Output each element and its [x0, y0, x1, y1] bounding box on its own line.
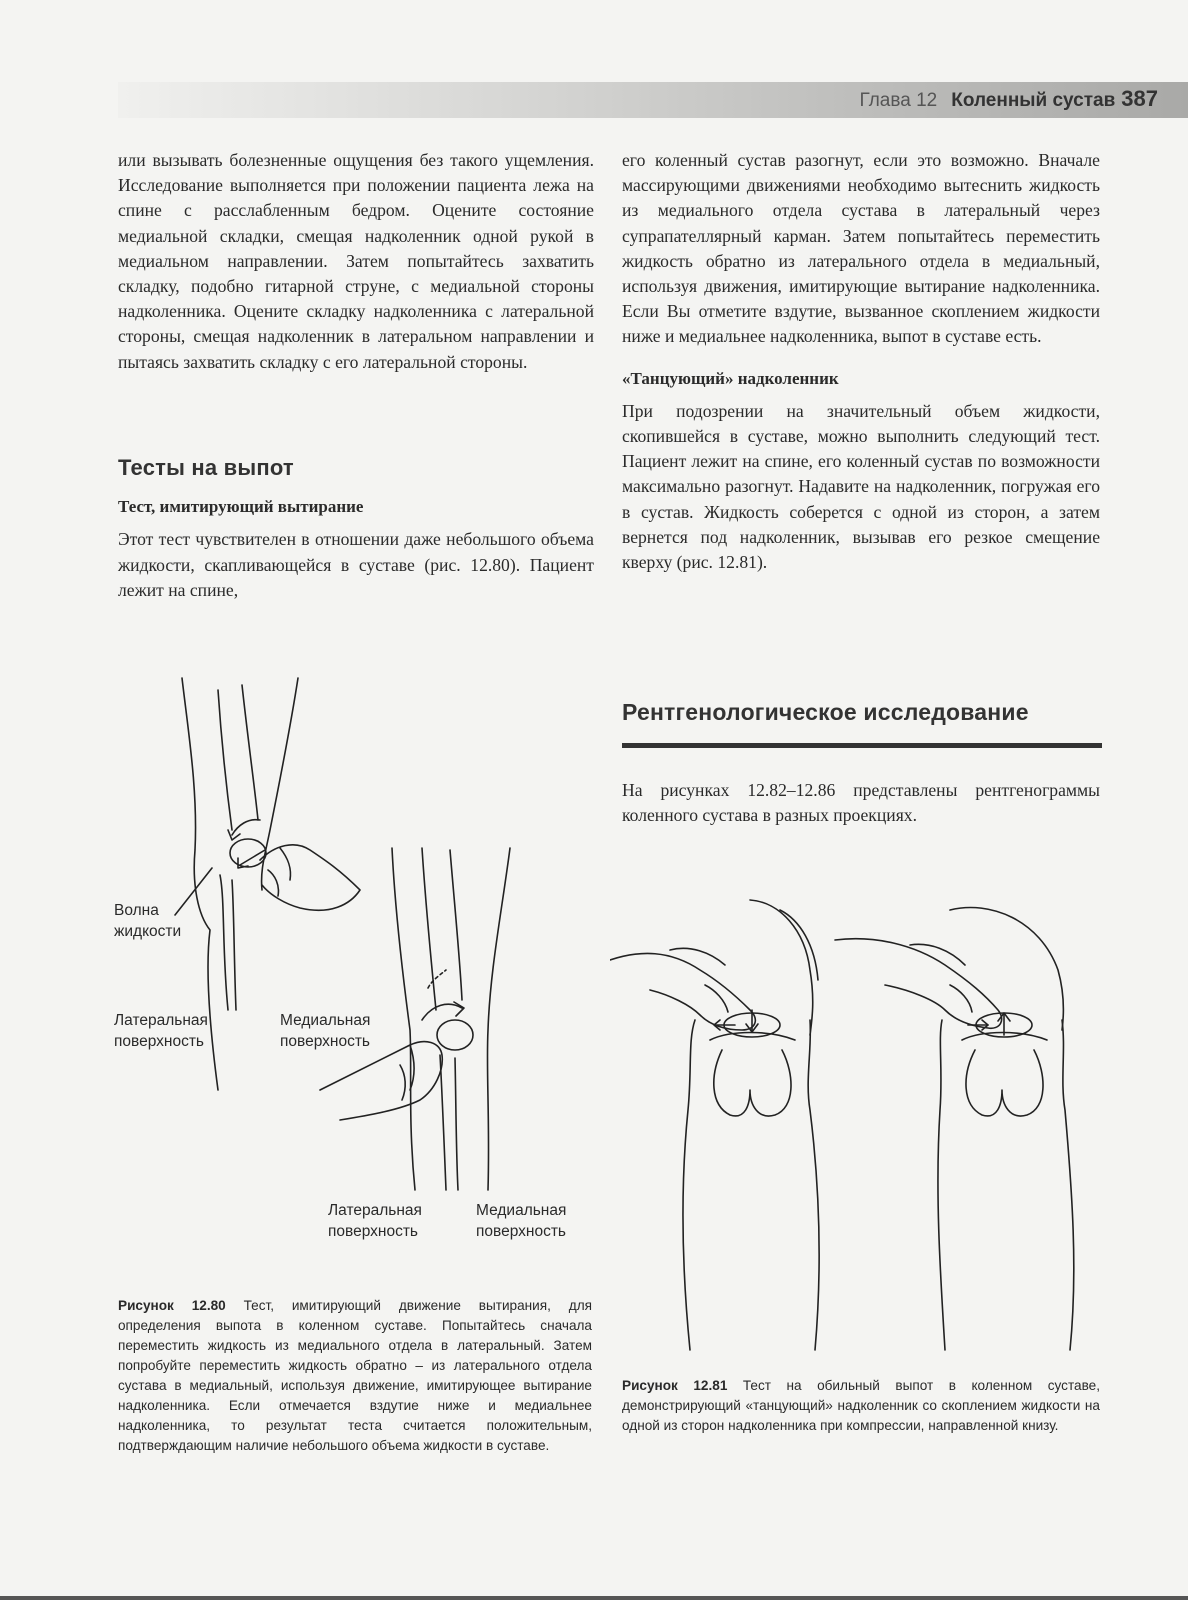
right-panel-finger	[950, 985, 972, 1012]
figure-12-81-illustration	[610, 890, 1100, 1360]
label-lateral-bottom-line2: поверхность	[328, 1223, 418, 1240]
right-panel-leg-outline-1	[938, 1020, 945, 1350]
label-lateral-left-line1: Латеральная	[114, 1012, 208, 1029]
figure-12-80-caption	[118, 1296, 592, 1456]
figure-12-80-caption-label: Рисунок 12.80	[118, 1298, 226, 1313]
right-panel-condyles	[966, 1050, 1043, 1116]
radiology-section	[622, 700, 1100, 725]
running-header	[118, 82, 1188, 118]
label-lateral-left-line2: поверхность	[114, 1033, 204, 1050]
figure-12-80-illustration	[110, 670, 590, 1270]
label-medial-bottom-line1: Медиальная	[476, 1202, 567, 1219]
chapter-label: Глава 12	[859, 90, 938, 111]
figure-12-81-caption	[622, 1376, 1100, 1436]
left-leg-outline-medial	[262, 678, 298, 890]
radiology-paragraph-block	[622, 778, 1100, 828]
left-panel-thumb	[670, 948, 725, 965]
label-lateral-surface-left	[114, 1010, 208, 1052]
subheading-ballottable-patella: «Танцующий» надколенник	[622, 368, 839, 388]
left-panel-leg-outline-2	[808, 1020, 819, 1350]
right-panel-leg-outline-2	[1062, 1020, 1074, 1350]
left-panel-finger	[705, 985, 728, 1012]
right-patella	[437, 1020, 473, 1050]
label-lateral-bottom-line1: Латеральная	[328, 1202, 422, 1219]
header-text	[859, 86, 1158, 112]
page-bottom-edge	[0, 1596, 1188, 1600]
wipe-test-paragraph: Этот тест чувствителен в отношении даже небольшого объема жидкости, скапливающейся в суставе (рис. 12.80). Пациент лежит на спине,	[118, 529, 594, 600]
right-arrow-head	[454, 1002, 464, 1016]
right-column-top	[622, 148, 1100, 575]
left-panel-hand	[610, 953, 755, 1030]
right-hand	[320, 1042, 442, 1120]
label-fluid-wave	[114, 900, 181, 942]
label-medial-mid-line2: поверхность	[280, 1033, 370, 1050]
right-leg-outline-lateral	[392, 848, 415, 1190]
label-lateral-surface-bottom	[328, 1200, 422, 1242]
right-panel-hand	[835, 939, 1002, 1029]
left-leg-femur-line-2	[242, 685, 258, 820]
left-tibia-line	[220, 875, 228, 1010]
figure-12-80-caption-text: Тест, имитирующий движение вытирания, для определения выпота в коленном суставе. Попытайтесь сначала переместить жидкость из медиального отдела в латеральный. Затем попробуйте переместить жидкость обратно – из латерального отдела сустава в медиальный, используя движение, имитирующее вытирание надколенника. Если отмечается вздутие ниже и медиальнее надколенника, то результат теста считается положительным, подтверждающим наличие небольшого объема жидкости в суставе.	[118, 1298, 592, 1453]
label-medial-bottom-line2: поверхность	[476, 1223, 566, 1240]
page-number: 387	[1121, 86, 1158, 111]
right-panel-thumb	[910, 944, 965, 965]
left-leg-femur-line	[218, 690, 232, 830]
label-medial-surface-bottom	[476, 1200, 566, 1242]
left-hand-finger	[280, 848, 291, 880]
label-fluid-wave-line1: Волна	[114, 902, 159, 919]
section-heading-radiology: Рентгенологическое исследование	[622, 699, 1029, 725]
left-panel-condyles	[714, 1050, 791, 1116]
label-fluid-wave-line2: жидкости	[114, 923, 182, 940]
effusion-tests-section	[118, 455, 594, 603]
section-rule	[622, 743, 1102, 748]
right-dashed-line	[428, 970, 446, 988]
right-hand-finger-2	[400, 1065, 405, 1100]
intro-paragraph: или вызывать болезненные ощущения без такого ущемления. Исследование выполняется при положении пациента лежа на спине с расслабленным бедром. Оцените состояние медиальной складки, смещая надколенник одной рукой в медиальном направлении. Затем попытайтесь захватить складку, подобно гитарной струне, с медиальной стороны надколенника. Оцените складку надколенника с латеральной стороны, смещая надколенник в латеральном направлении и пытаясь захватить складку с его латеральной стороны.	[118, 150, 594, 372]
left-panel-thigh-top	[750, 900, 813, 1035]
right-leg-femur-line-2	[450, 850, 462, 1000]
left-column-top	[118, 148, 594, 375]
right-panel-thigh-top	[950, 908, 1063, 1031]
left-panel-thigh-curve	[780, 910, 818, 980]
figure-12-81-caption-text: Тест на обильный выпот в коленном суставе, демонстрирующий «танцующий» надколенник со скоплением жидкости на одной из сторон надколенника при компрессии, направленной книзу.	[622, 1378, 1101, 1433]
chapter-title: Коленный сустав	[951, 90, 1116, 111]
right-leg-outline-medial	[487, 848, 510, 1190]
label-medial-surface-mid	[280, 1010, 370, 1052]
label-medial-mid-line1: Медиальная	[280, 1012, 371, 1029]
section-heading-effusion: Тесты на выпот	[118, 455, 294, 480]
subheading-wipe-test: Тест, имитирующий вытирание	[118, 497, 364, 517]
right-tibia-line	[440, 1055, 446, 1190]
left-panel-leg-outline-1	[683, 1020, 695, 1350]
right-paragraph-3: На рисунках 12.82–12.86 представлены рентгенограммы коленного сустава в разных проекциях.	[622, 780, 1100, 826]
left-tibia-line-2	[232, 880, 236, 1010]
right-arrow-curve	[422, 1004, 462, 1020]
right-paragraph-2: При подозрении на значительный объем жидкости, скопившейся в суставе, можно выполнить следующий тест. Пациент лежит на спине, его коленный сустав по возможности максимально разогнут. Надавите на надколенник, погружая его в сустав. Жидкость соберется с одной из сторон, а затем вернется под надколенник, вызывав его резкое смещение кверху (рис. 12.81).	[622, 400, 1100, 573]
right-paragraph-1: его коленный сустав разогнут, если это возможно. Вначале массирующими движениями необходимо вытеснить жидкость из медиального отдела сустава в латеральный через супрапателлярный карман. Затем попытайтесь переместить жидкость обратно из латерального отдела в медиальный, используя движения, имитирующие вытирание надколенника. Если Вы отметите вздутие, вызванное скоплением жидкости ниже и медиальнее надколенника, выпот в суставе есть.	[622, 150, 1100, 347]
right-tibia-line-2	[455, 1058, 458, 1190]
left-arrow-curve	[232, 820, 260, 835]
figure-12-81-caption-label: Рисунок 12.81	[622, 1378, 728, 1393]
